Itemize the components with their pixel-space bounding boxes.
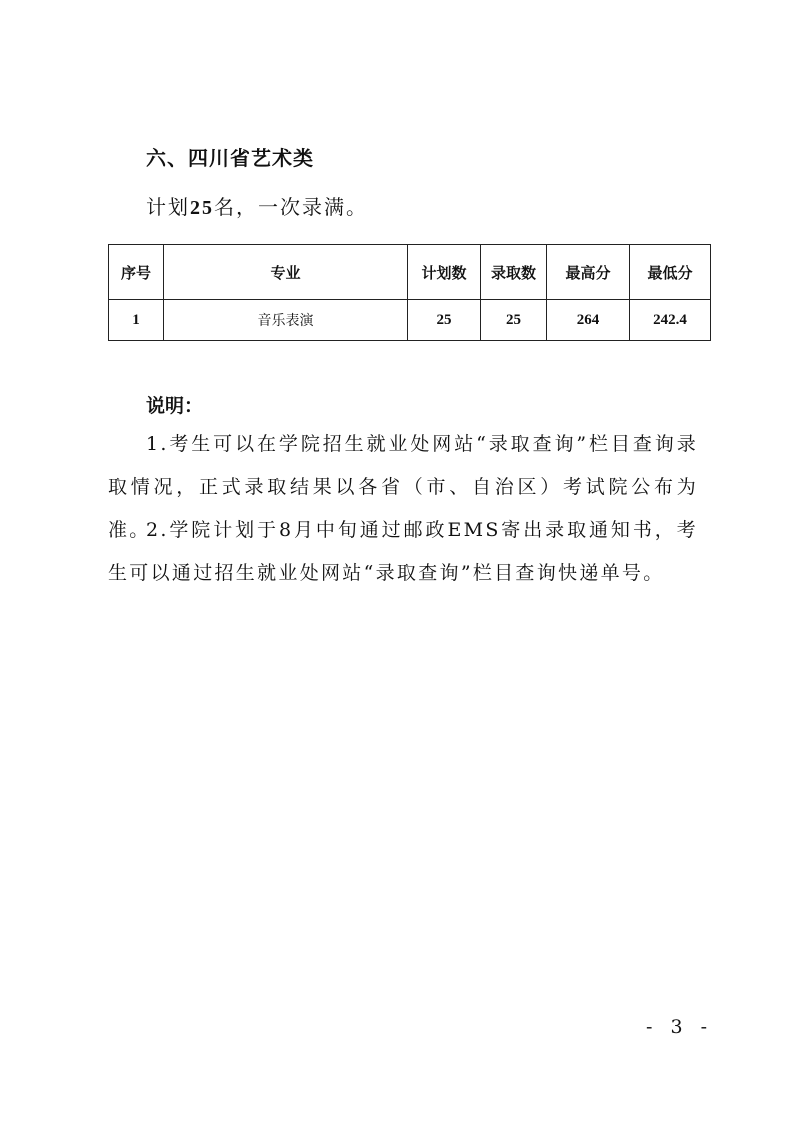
- plan-count: 25: [190, 197, 214, 219]
- table-row: [109, 300, 711, 341]
- cell-admitted: 25: [481, 300, 547, 341]
- cell-major: 音乐表演: [164, 300, 408, 341]
- cell-index: 1: [109, 300, 164, 341]
- cell-max-score: 264: [547, 300, 630, 341]
- plan-prefix: 计划: [146, 195, 190, 219]
- col-header-min-score: 最低分: [630, 245, 711, 300]
- plan-suffix: 名，一次录满。: [214, 195, 368, 219]
- page-number: - 3 -: [646, 1016, 714, 1038]
- col-header-max-score: 最高分: [547, 245, 630, 300]
- notes-heading: 说明：: [146, 395, 204, 417]
- col-header-major: 专业: [164, 245, 408, 300]
- note-item-2: 2.学院计划于8月中旬通过邮政EMS寄出录取通知书，考生可以通过招生就业处网站“录取查询”栏目查询快递单号。: [108, 519, 698, 584]
- col-header-admitted: 录取数: [481, 245, 547, 300]
- section-heading: 六、四川省艺术类: [146, 146, 314, 170]
- table-header-row: [109, 245, 711, 300]
- cell-min-score: 242.4: [630, 300, 711, 341]
- admission-table: [108, 244, 711, 341]
- col-header-plan: 计划数: [408, 245, 481, 300]
- plan-summary: [146, 191, 368, 220]
- cell-plan: 25: [408, 300, 481, 341]
- col-header-index: 序号: [109, 245, 164, 300]
- note-item-1: 1.考生可以在学院招生就业处网站“录取查询”栏目查询录取情况，正式录取结果以各省（市、自治区）考试院公布为准。: [108, 433, 698, 541]
